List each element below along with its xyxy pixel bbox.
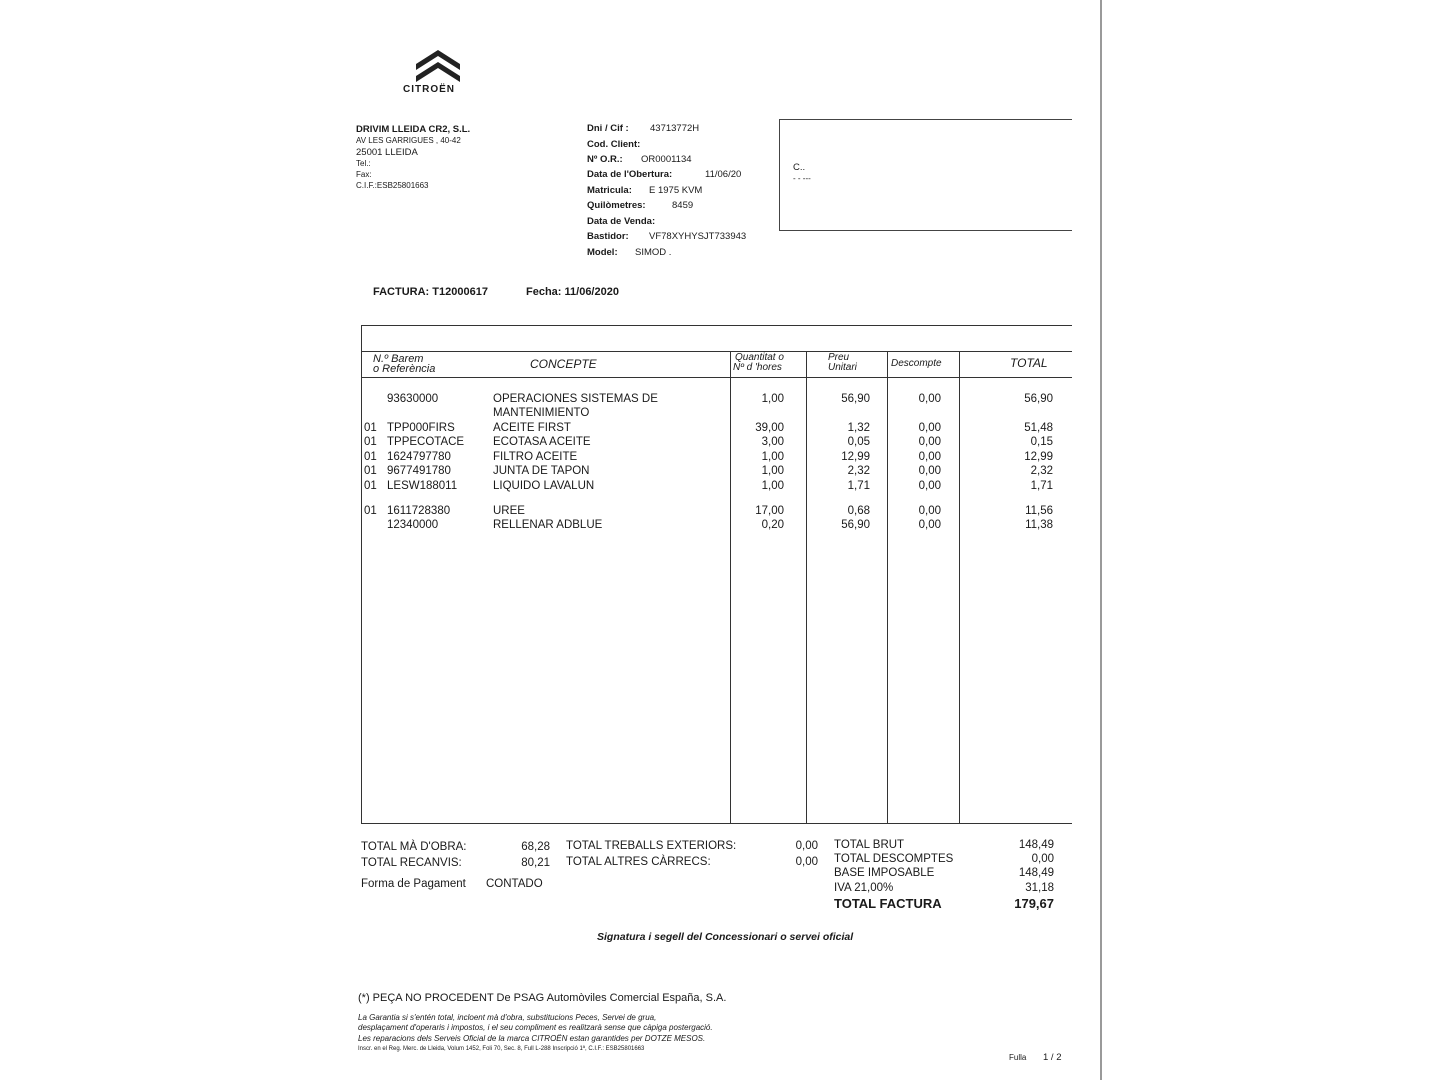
dealer-address: AV LES GARRIGUES , 40-42 — [356, 136, 461, 145]
page-number: 1 / 2 — [1043, 1052, 1062, 1063]
gross-total-label: TOTAL BRUT — [834, 839, 905, 851]
invoice-date: Fecha: 11/06/2020 — [526, 286, 619, 298]
field-value: VF78XYHYSJT733943 — [649, 231, 747, 242]
header-total: TOTAL — [1010, 356, 1048, 370]
dealer-tel: Tel.: — [356, 159, 371, 168]
row-prefix: 01 — [364, 505, 377, 517]
field-value: SIMOD . — [635, 247, 672, 258]
discounts-total-value: 0,00 — [1031, 853, 1054, 865]
field-label: Data de l'Obertura: — [587, 169, 673, 180]
client-address-box — [779, 119, 1072, 231]
row-prefix: 01 — [364, 465, 377, 477]
row-concept: ACEITE FIRST — [493, 422, 571, 434]
header-ref: N.º Barem — [373, 353, 424, 365]
logo-text: CITROËN — [403, 84, 455, 95]
row-ref: 93630000 — [387, 393, 439, 405]
signature-label: Signatura i segell del Concessionari o servei oficial — [597, 931, 854, 943]
row-price: 12,99 — [841, 451, 870, 463]
header-discount: Descompte — [891, 358, 942, 369]
field-label: Bastidor: — [587, 231, 629, 242]
discounts-total-label: TOTAL DESCOMPTES — [834, 853, 954, 865]
row-ref: 9677491780 — [387, 465, 451, 477]
row-price: 56,90 — [841, 393, 870, 405]
invoice-total-value: 179,67 — [1014, 896, 1054, 911]
parts-total-value: 80,21 — [521, 857, 550, 869]
payment-method-label: Forma de Pagament — [361, 878, 466, 890]
header-qty: Nº d 'hores — [733, 362, 782, 373]
row-concept: JUNTA DE TAPON — [493, 465, 590, 477]
tax-base-label: BASE IMPOSABLE — [834, 867, 935, 879]
field-label: Model: — [587, 247, 618, 258]
row-concept: LIQUIDO LAVALUN — [493, 480, 595, 492]
invoice-total-label: TOTAL FACTURA — [834, 896, 942, 911]
row-prefix: 01 — [364, 480, 377, 492]
dealer-cif: C.I.F.:ESB25801663 — [356, 181, 429, 190]
row-concept: RELLENAR ADBLUE — [493, 519, 603, 531]
parts-total-label: TOTAL RECANVIS: — [361, 857, 462, 869]
row-price: 56,90 — [841, 519, 870, 531]
row-concept: MANTENIMIENTO — [493, 407, 590, 419]
citroen-logo — [400, 44, 476, 100]
row-price: 0,05 — [847, 436, 870, 448]
row-total: 2,32 — [1030, 465, 1053, 477]
row-discount: 0,00 — [918, 393, 941, 405]
field-value: 8459 — [672, 200, 694, 211]
header-qty: Quantitat o — [735, 352, 784, 363]
labour-total-value: 68,28 — [521, 841, 550, 853]
row-total: 1,71 — [1030, 480, 1053, 492]
payment-method-value: CONTADO — [486, 878, 543, 890]
row-discount: 0,00 — [918, 505, 941, 517]
field-label: Dni / Cif : — [587, 123, 629, 134]
vat-label: IVA 21,00% — [834, 882, 894, 894]
field-value: 11/06/20 — [705, 169, 742, 180]
address-line: C.. — [793, 162, 806, 173]
footer-note: (*) PEÇA NO PROCEDENT De PSAG Automòviles Comercial España, S.A. — [358, 992, 727, 1004]
header-price: Preu — [828, 352, 850, 363]
field-label: Matricula: — [587, 185, 632, 196]
row-qty: 1,00 — [761, 465, 784, 477]
field-value: E 1975 KVM — [649, 185, 703, 196]
field-label: Cod. Client: — [587, 139, 641, 150]
row-qty: 3,00 — [761, 436, 784, 448]
labour-total-label: TOTAL MÀ D'OBRA: — [361, 841, 467, 853]
page-edge — [1100, 0, 1102, 1080]
row-discount: 0,00 — [918, 480, 941, 492]
footer-registry: Inscr. en el Reg. Merc. de Lleida, Volum 1452, Foli 70, Sec. 8, Full L-288 Inscripció 1ª, C.I.F.: ESB25801663 — [358, 1046, 645, 1052]
row-ref: TPP000FIRS — [387, 422, 455, 434]
row-concept: OPERACIONES SISTEMAS DE — [493, 393, 658, 405]
row-qty: 39,00 — [755, 422, 784, 434]
page-label: Fulla — [1009, 1053, 1027, 1062]
row-ref: 1611728380 — [387, 505, 451, 517]
row-discount: 0,00 — [918, 519, 941, 531]
row-qty: 1,00 — [761, 480, 784, 492]
row-concept: UREE — [493, 505, 525, 517]
row-discount: 0,00 — [918, 436, 941, 448]
dealer-name: DRIVIM LLEIDA CR2, S.L. — [356, 124, 471, 135]
row-total: 11,38 — [1025, 519, 1053, 531]
row-qty: 0,20 — [761, 519, 784, 531]
row-price: 2,32 — [847, 465, 870, 477]
gross-total-value: 148,49 — [1018, 839, 1054, 851]
other-charges-value: 0,00 — [795, 856, 818, 868]
row-prefix: 01 — [364, 436, 377, 448]
tax-base-value: 148,49 — [1018, 867, 1054, 879]
header-concept: CONCEPTE — [530, 357, 597, 371]
row-concept: ECOTASA ACEITE — [493, 436, 591, 448]
header-price: Unitari — [828, 362, 857, 373]
row-discount: 0,00 — [918, 465, 941, 477]
row-qty: 1,00 — [761, 393, 784, 405]
dealer-city: 25001 LLEIDA — [356, 147, 418, 158]
invoice-number: FACTURA: T12000617 — [373, 286, 488, 298]
row-discount: 0,00 — [918, 422, 941, 434]
row-ref: TPPECOTACE — [387, 436, 465, 448]
row-qty: 1,00 — [761, 451, 784, 463]
row-total: 0,15 — [1030, 436, 1053, 448]
field-label: Data de Venda: — [587, 216, 656, 227]
other-charges-label: TOTAL ALTRES CÀRRECS: — [566, 856, 711, 868]
row-prefix: 01 — [364, 451, 377, 463]
field-label: Quilòmetres: — [587, 200, 646, 211]
address-line: - - --- — [793, 174, 811, 183]
row-qty: 17,00 — [755, 505, 784, 517]
field-value: 43713772H — [650, 123, 700, 134]
row-total: 56,90 — [1024, 393, 1053, 405]
footer-line: La Garantia si s'entén total, incloent mà d'obra, substitucions Peces, Servei de grua, — [358, 1013, 657, 1022]
row-price: 1,71 — [847, 480, 870, 492]
row-ref: 12340000 — [387, 519, 439, 531]
row-prefix: 01 — [364, 422, 377, 434]
field-label: Nº O.R.: — [587, 154, 623, 165]
footer-line: Les reparacions dels Serveis Oficial de la marca CITROËN estan garantides per DOTZE MESOS. — [358, 1034, 706, 1043]
external-works-label: TOTAL TREBALLS EXTERIORS: — [566, 840, 737, 852]
row-total: 12,99 — [1024, 451, 1053, 463]
row-price: 0,68 — [847, 505, 870, 517]
row-discount: 0,00 — [918, 451, 941, 463]
external-works-value: 0,00 — [795, 840, 818, 852]
row-price: 1,32 — [847, 422, 870, 434]
field-value: OR0001134 — [641, 154, 692, 165]
row-concept: FILTRO ACEITE — [493, 451, 578, 463]
row-ref: 1624797780 — [387, 451, 451, 463]
dealer-fax: Fax: — [356, 170, 372, 179]
row-ref: LESW188011 — [387, 480, 458, 492]
footer-line: desplaçament d'operaris i impostos, i el seu compliment es realitzarà sense que càpiga postergació. — [358, 1023, 713, 1032]
vat-value: 31,18 — [1025, 882, 1054, 894]
header-ref: o Referència — [373, 363, 436, 375]
row-total: 51,48 — [1024, 422, 1053, 434]
row-total: 11,56 — [1025, 505, 1053, 517]
chevron-logo-icon — [400, 44, 476, 86]
